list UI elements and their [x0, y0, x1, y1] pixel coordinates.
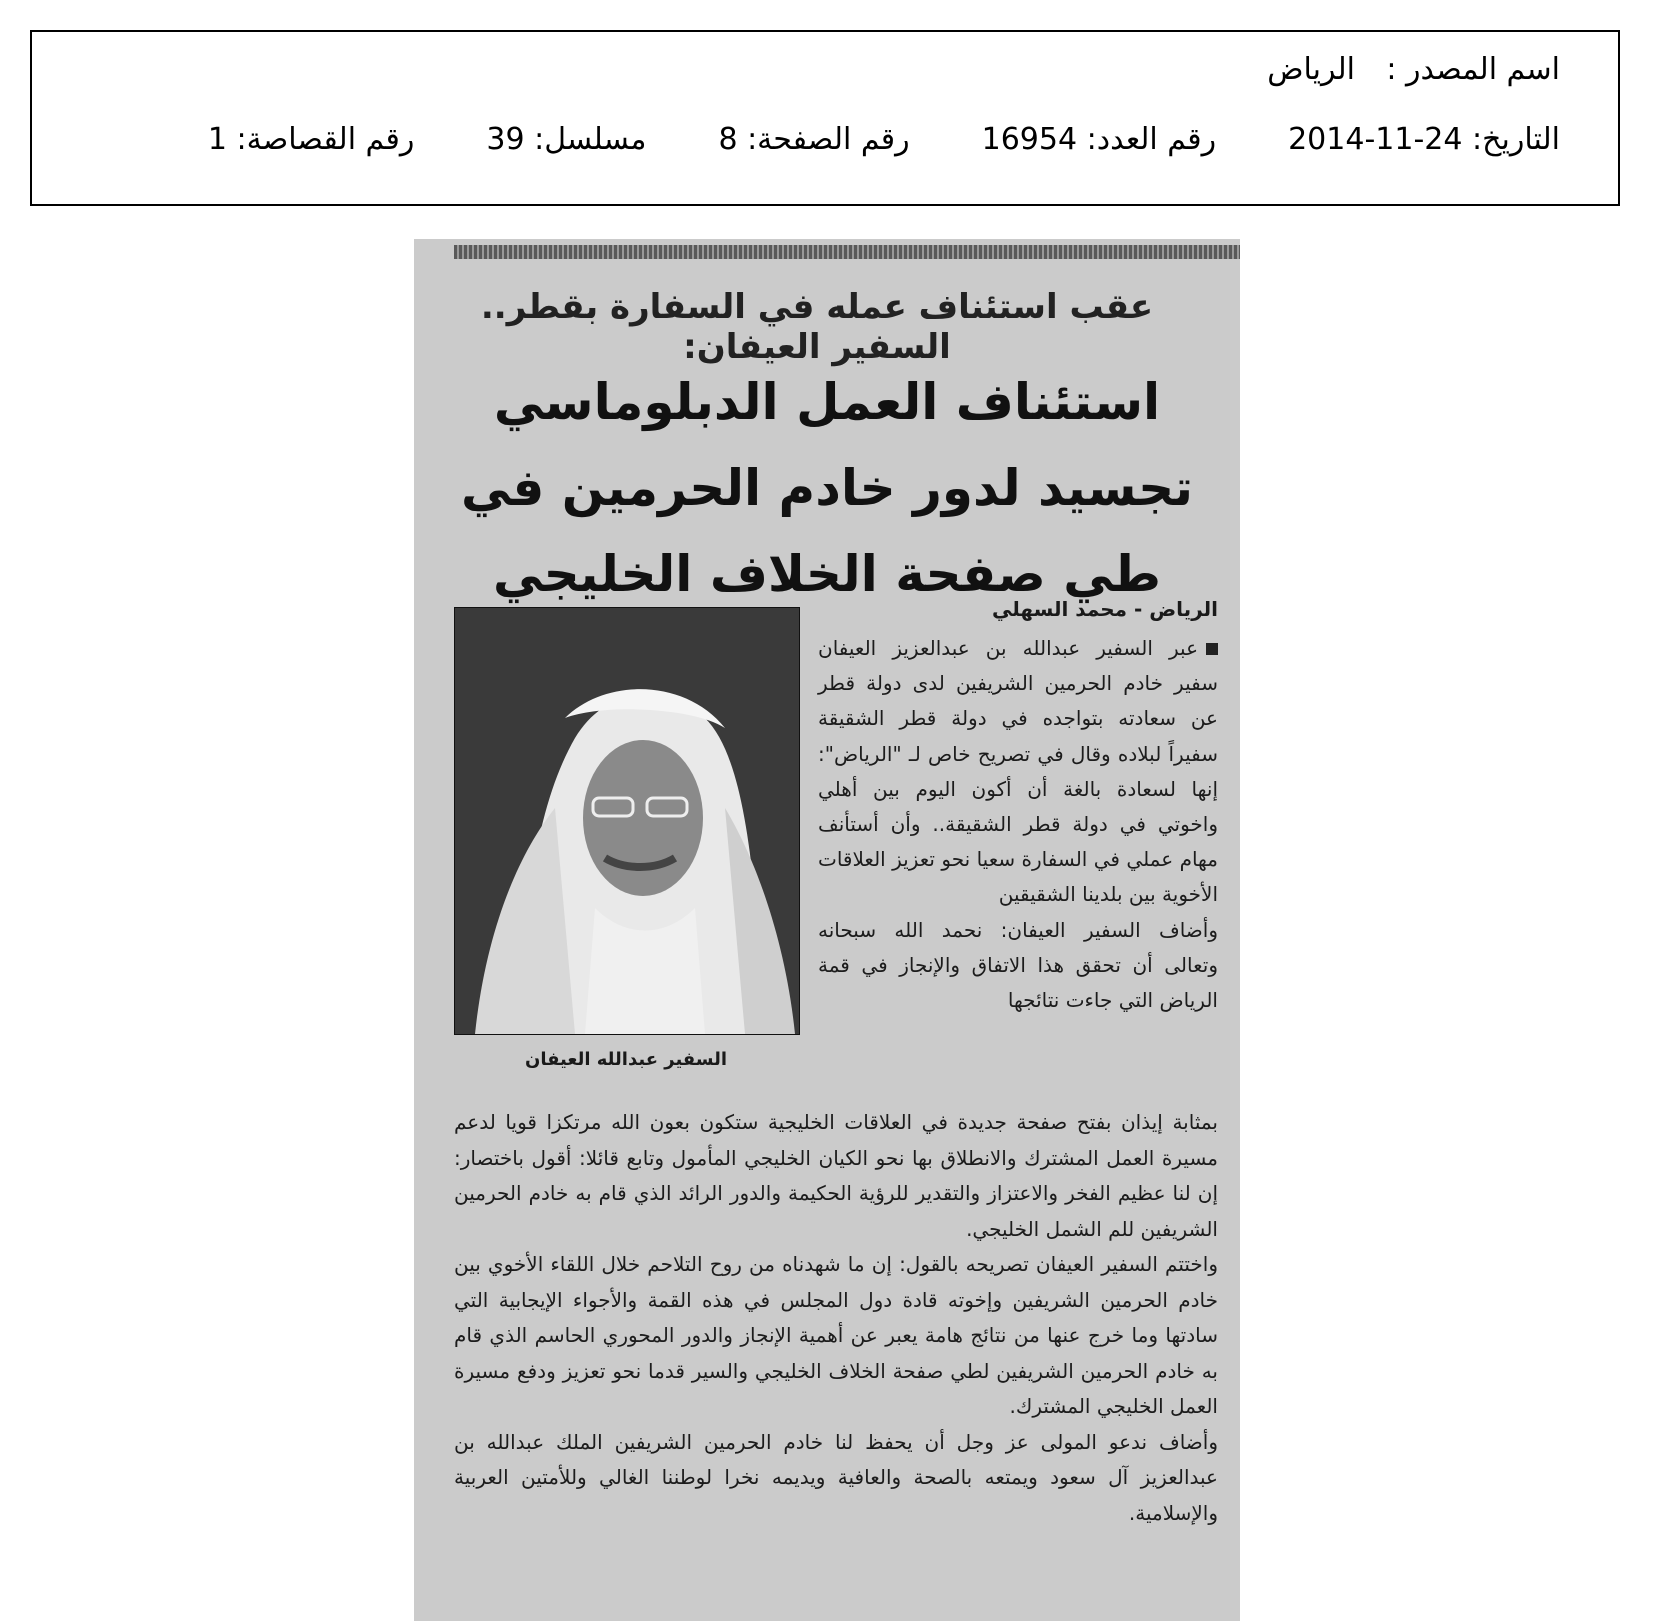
article-kicker: عقب استئناف عمله في السفارة بقطر.. السفير العيفان:: [480, 287, 1154, 367]
paragraph: وأضاف السفير العيفان: نحمد الله سبحانه وتعالى أن تحقق هذا الاتفاق والإنجاز في قمة الرياض التي جاءت نتائجها: [818, 917, 1218, 1013]
article-byline: الرياض - محمد السهلي: [992, 597, 1218, 621]
paragraph: بمثابة إيذان بفتح صفحة جديدة في العلاقات الخليجية ستكون بعون الله مرتكزا قويا لدعم مسيرة العمل المشترك والانطلاق بها نحو الكيان الخليجي المأمول وتابع قائلا: أقول باختصار: إن لنا عظيم الفخر والاعتزاز والتقدير للرؤية الحكيمة والدور الرائد الذي قام به خادم الحرمين الشريفين للم الشمل الخليجي.: [454, 1110, 1218, 1241]
paragraph: [818, 631, 1218, 913]
article-wide-text: [454, 1105, 1218, 1531]
paragraph: واختتم السفير العيفان تصريحه بالقول: إن ما شهدناه من روح التلاحم خلال اللقاء الأخوي بين خادم الحرمين الشريفين وإخوته قادة دول المجلس في هذه القمة والأجواء الإيجابية التي سادتها وما خرج عنها من نتائج هامة يعبر عن أهمية الإنجاز والدور المحوري الحاسم الذي قام به خادم الحرمين الشريفين لطي صفحة الخلاف الخليجي والسير قدما نحو تعزيز ودفع مسيرة العمل الخليجي المشترك.: [454, 1252, 1218, 1418]
clipping-metadata-box: [30, 30, 1620, 206]
clip-number-field: رقم القصاصة: 1: [207, 122, 415, 157]
ambassador-photo: [454, 607, 800, 1035]
source-value: الرياض: [1267, 52, 1355, 87]
page-number-field: رقم الصفحة: 8: [718, 122, 910, 157]
paragraph-text: عبر السفير عبدالله بن عبدالعزيز العيفان سفير خادم الحرمين الشريفين لدى دولة قطر عن سعادته بتواجده في دولة قطر الشقيقة سفيراً لبلاده وقال في تصريح خاص لـ "الرياض": إنها لسعادة بالغة أن أكون اليوم بين أهلي واخوتي في دولة قطر الشقيقة.. وأن أستأنف مهام عملي في السفارة سعيا نحو تعزيز العلاقات الأخوية بين بلدينا الشقيقين: [818, 636, 1218, 907]
column-rule: [454, 245, 1240, 259]
article-column-text: [818, 631, 1218, 1018]
date-field: التاريخ: 24-11-2014: [1288, 122, 1560, 157]
source-label: اسم المصدر :: [1386, 52, 1560, 87]
bullet-square-icon: [1206, 643, 1218, 655]
paragraph: وأضاف ندعو المولى عز وجل أن يحفظ لنا خادم الحرمين الشريفين الملك عبدالله بن عبدالعزيز آل سعود ويمتعه بالصحة والعافية ويديمه نخرا لوطننا الغالي وللأمتين العربية والإسلامية.: [454, 1429, 1218, 1525]
serial-field: مسلسل: 39: [486, 122, 647, 157]
issue-number-field: رقم العدد: 16954: [981, 122, 1217, 157]
portrait-illustration: [455, 608, 799, 1034]
metadata-row-source: [72, 52, 1560, 87]
metadata-row-details: [72, 122, 1560, 157]
article-headline: استئناف العمل الدبلوماسي تجسيد لدور خادم الحرمين في طي صفحة الخلاف الخليجي: [461, 373, 1193, 603]
photo-caption: السفير عبدالله العيفان: [524, 1049, 728, 1070]
newspaper-clipping: [414, 239, 1240, 1621]
